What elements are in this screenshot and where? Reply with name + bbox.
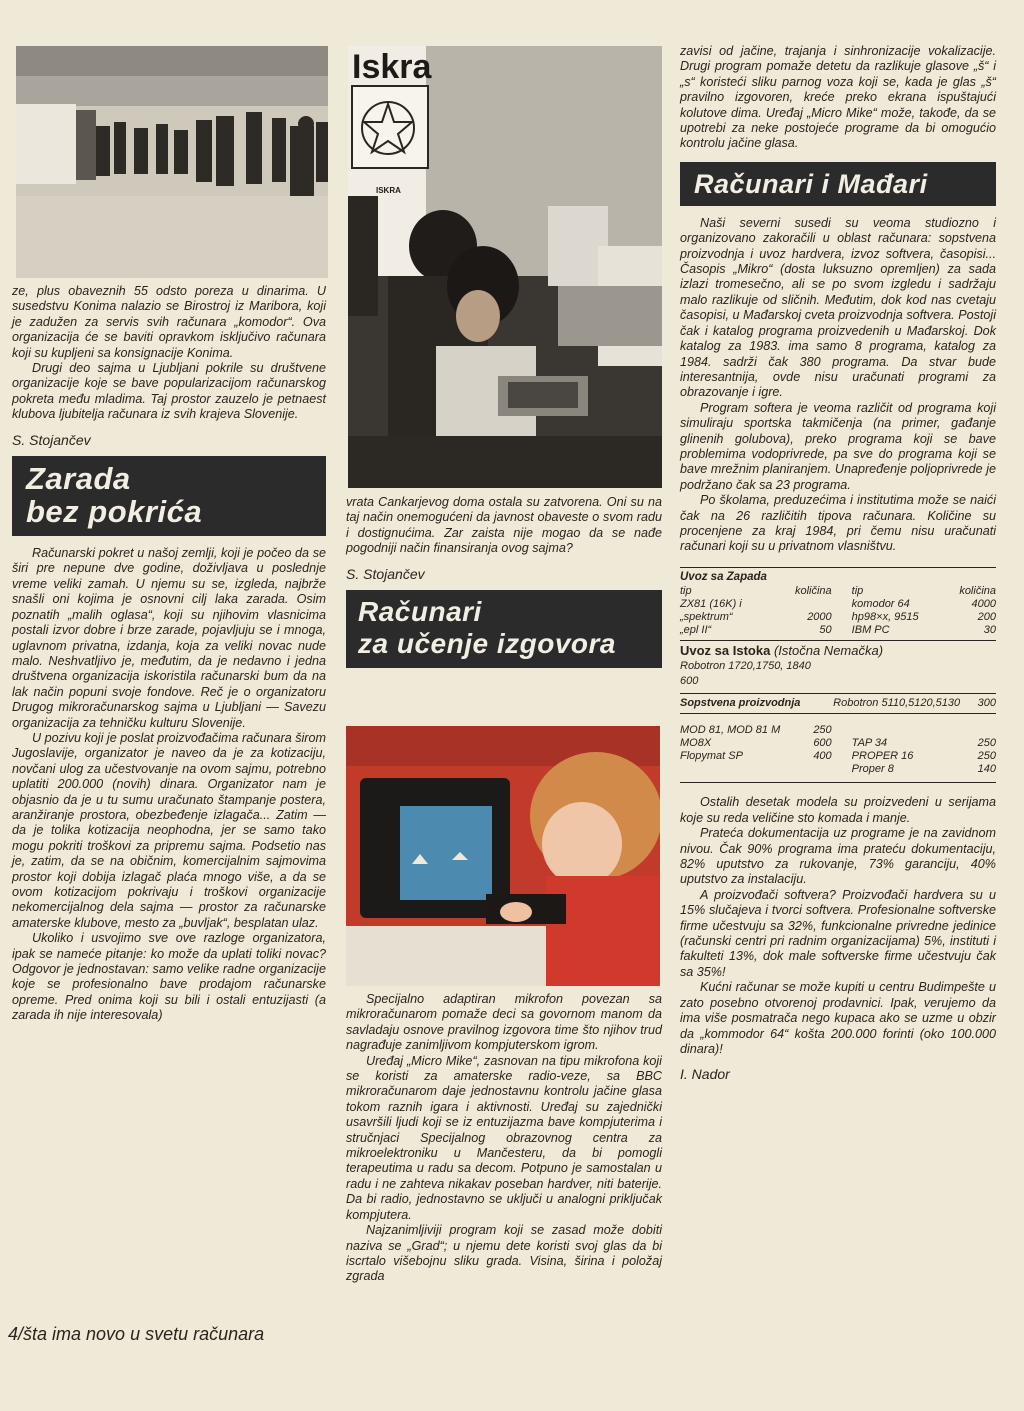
table-rule xyxy=(680,640,996,641)
table-cell xyxy=(945,724,996,737)
paragraph: Drugi deo sajma u Ljubljani pokrile su društvene organizacije koje se bave popularizacijom računarskog pokreta među mladima. Taj prostor zauzelo je petnaest klubova ljubitelja računara iz svih krajeva Slovenije. xyxy=(12,361,326,422)
table-cell: 250 xyxy=(977,750,996,763)
fair-hall-photo xyxy=(16,46,328,278)
table-cell: MOD 81, MOD 81 M xyxy=(680,724,781,737)
iskra-emblem-text: ISKRA xyxy=(376,186,401,195)
table-cell: 50 xyxy=(819,624,832,637)
table-section-title: Sopstvena proizvodnja xyxy=(680,697,801,710)
table-cell: 2000 xyxy=(807,611,832,624)
table-row: 600 xyxy=(680,675,699,687)
heading-line: za učenje izgovora xyxy=(358,628,616,660)
table-cell: komodor 64 xyxy=(851,598,910,611)
child-computer-photo xyxy=(346,726,660,986)
author-signature: I. Nador xyxy=(680,1066,730,1083)
paragraph: zavisi od jačine, trajanja i sinhronizacije vokalizacije. Drugi program pomaže detetu da razlikuje glasove „š“ i „s“ koristeći sliku parnog voza koji se, kada je glas „š“ pravilno izgovoren, kreće preko ekrana ispuštajući kolutove dima. Uređaj „Micro Mike“ može, takođe, da se upotrebi za neke postojeće programe da bi omogućio kontrolu jačine glasa. xyxy=(680,44,996,151)
table-cell: 600 xyxy=(813,737,832,750)
paragraph: ze, plus obaveznih 55 odsto poreza u dinarima. U susedstvu Konima nalazio se Birostroj iz Maribora, koji je zadužen za servis svih računara „komodor“. Ova organizacija će se baviti opravkom isključivo računara koji su kupljeni sa konsignacije Konima. xyxy=(12,284,326,360)
table-header-row xyxy=(680,585,996,598)
table-cell: tip xyxy=(851,585,864,598)
table-cell: 250 xyxy=(977,737,996,750)
table-cell: „spektrum“ xyxy=(680,611,733,624)
table-row xyxy=(680,750,996,763)
paragraph: Specijalno adaptiran mikrofon povezan sa mikroračunarom pomaže deci sa govornom manom da savladaju osnove pravilnog izgovora time što njihov trud nagrađuje zanimljivom kompjuterskom igrom. xyxy=(346,992,662,1053)
article-heading xyxy=(12,456,326,536)
table-cell: TAP 34 xyxy=(851,737,888,750)
table-row xyxy=(680,598,996,611)
table-cell xyxy=(680,763,787,776)
table-cell: MO8X xyxy=(680,737,712,750)
table-cell: ZX81 (16K) i xyxy=(680,598,742,611)
table-section-title xyxy=(680,643,996,658)
article-heading: Računari i Mađari xyxy=(680,162,996,206)
table-cell: količina xyxy=(959,585,996,598)
table-cell: Flopymat SP xyxy=(680,750,743,763)
table-rule xyxy=(680,782,996,783)
table-rule xyxy=(680,567,996,568)
paragraph: Računarski pokret u našoj zemlji, koji je počeo da se širi pre nepune dve godine, doživljava u poslednje vreme veliki zamah. U njemu su se, izgleda, najbrže snašli oni kojima je osnovni cilj laka zarada. Osim poznatih „malih oglasa“, koji su njihovim vlasnicima postali izvor dobre i brze zarade, pojavljuju se i mnoga, uglavnom privatna, izdanja, koja za veliki novac nude malo. Neshvatljivo je, međutim, da je nedavno i jedna društvena organizacija iskoristila računarski bum da na lak način popuni svoje fondove. Reč je o organizatoru Drugog mikroračunarskog sajma u Ljubljani — Savezu organizacija za tehničku kulturu Slovenije. xyxy=(12,546,326,730)
paragraph: Uređaj „Micro Mike“, zasnovan na tipu mikrofona koji se koristi za amaterske radio-veze, sa BBC mikroračunarom daje jednostavnu kontrolu jačine glasa tokom raznih igara i aktivnosti. Uređaj su zajednički usavršili ljudi koji se iz entuzijazma bave kompjuterima i stručnjaci Specijalnog obrazovnog centra za mikroelektroniku u Mančesteru, da bi pomogli terapeutima u radu sa decom. Potpuno je samostalan u radu i ne zahteva nikakav poseban hardver, niti baterije. Da bi radio, jednostavno se uključi u analogni priključak kompjutera. xyxy=(346,1053,662,1222)
column-middle xyxy=(346,495,662,678)
paragraph: Program softera je veoma različit od programa koji simuliraju sportska takmičenja (na primer, gađanje glinenih golubova), preko programa koji se bave problemima vodoprivrede, pa sve do programa koji se bave mrežnim planiranjem. Unapređenje poljoprivrede je podržano čak sa 23 programa. xyxy=(680,400,996,492)
paragraph: vrata Cankarjevog doma ostala su zatvorena. Oni su na taj način onemogućeni da javnost obaveste o svom radu i dostignućima. Zar zaista nije mogao da se nađe pogodniji način finansiranja ovog sajma? xyxy=(346,495,662,556)
table-cell: PROPER 16 xyxy=(851,750,914,763)
table-cell: Proper 8 xyxy=(851,763,894,776)
table-row xyxy=(680,624,996,637)
heading-line: bez pokrića xyxy=(26,494,203,530)
table-row xyxy=(680,763,996,776)
heading-line: Zarada xyxy=(26,461,131,497)
column-middle-lower xyxy=(346,992,662,1285)
iskra-logo-text: Iskra xyxy=(352,48,432,86)
table-cell: 30 xyxy=(983,624,996,637)
table-cell: 250 xyxy=(813,724,832,737)
table-row xyxy=(680,611,996,624)
table-row: Robotron 1720,1750, 1840 xyxy=(680,659,811,672)
table-cell xyxy=(787,763,831,776)
table-cell: 300 xyxy=(977,697,996,710)
own-production-table xyxy=(680,697,996,710)
table-row xyxy=(680,724,996,737)
own-production-models-table xyxy=(680,724,996,776)
west-import-table xyxy=(680,585,996,637)
column-left xyxy=(12,284,326,1024)
table-cell: 140 xyxy=(977,763,996,776)
author-signature: S. Stojančev xyxy=(12,431,91,448)
paragraph: A proizvođači softvera? Proizvođači hardvera su u 15% slučajeva i tvorci softvera. Profesionalne softverske firme učestvuju sa 32%, funkcionalne privredne jedinice (računski centri pri radnim organizacijama) 5%, instituti i fakulteti 13%, dok male softverske firme učestvuju čak sa 35%! xyxy=(680,887,996,979)
table-cell: IBM PC xyxy=(851,624,890,637)
table-cell: „epl II“ xyxy=(680,624,712,637)
paragraph: Po školama, preduzećima i institutima može se naići čak na 26 različitih tipova računara. Količine su procenjene za kraj 1984, pri čemu nisu uračunati računari koji su u privatnom vlasništvu. xyxy=(680,493,996,554)
table-cell xyxy=(832,724,946,737)
heading-line: Računari xyxy=(358,596,482,628)
paragraph: Najzanimljiviji program koji se zasad može dobiti naziva se „Grad“; u njemu dete koristi svoj glas da bi iscrtalo višebojnu sliku grada. Visina, širina i položaj zgrada xyxy=(346,1223,662,1284)
paragraph: Ostalih desetak modela su proizvedeni u serijama koje su reda veličine sto komada i manje. xyxy=(680,795,996,825)
paragraph: Kućni računar se može kupiti u centru Budimpešte u zato posebno otvorenoj prodavnici. Ipak, verujemo da ima više posmatrača nego kupaca ako se uzme u obzir da „kommodor 64“ košta 200.000 forinti (oko 100.000 dinara)! xyxy=(680,980,996,1056)
table-cell: količina xyxy=(794,585,832,598)
iskra-stand-photo xyxy=(348,46,662,488)
table-row xyxy=(680,737,996,750)
table-cell: Robotron 5110,5120,5130 xyxy=(833,697,961,710)
column-right xyxy=(680,44,996,1091)
table-cell: tip xyxy=(680,585,692,598)
table-cell: 200 xyxy=(977,611,996,624)
table-cell: hp98×x, 9515 xyxy=(851,611,919,624)
table-section-title: Uvoz sa Zapada xyxy=(680,570,767,583)
paragraph: U pozivu koji je poslat proizvođačima računara širom Jugoslavije, organizator je naveo da je za kotizaciju, novčani ulog za učestvovanje na ovom sajmu, potrebno uplatiti 200.000 (novih) dinara. Organizator nam je objasnio da je u tu sumu uračunato štampanje postera, aranžiranje prostora, obezbeđenje izlagača... Zatim — da je tolika kotizacija neophodna, jer se samo tako mogu pokriti troškovi za pripremu sajma. Podsetio nas je, zatim, da se na običnim, komercijalnim sajmovima prostor koji dobija izlagač plaća mnogo više, a da se ovom kotizacijom pokrivaju i troškovi organizacije nekomercijalnog dela sajma — prostor za računarske amaterske klubove, mesto za „buvljak“, besplatan ulaz. xyxy=(12,730,326,930)
paragraph: Ukoliko i usvojimo sve ove razloge organizatora, ipak se nameće pitanje: ko može da uplati toliki novac? Odgovor je jednostavan: samo velike radne organizacije koje se profesionalno bave prodajom računarske opreme. Pred onima koji su bili i ostali entuzijasti (a zarada ih nije interesovala) xyxy=(12,931,326,1023)
paragraph: Naši severni susedi su veoma studiozno i organizovano zakoračili u oblast računara: sopstvena proizvodnja i uvoz hardvera, izvoz softvera, časopisi... Časopis „Mikro“ (dosta luksuzno opremljen) za sada izlazi tromesečno, ali se po svom izgledu i sadržaju malo razlikuje od sličnih. Međutim, dok kod nas cvetaju časopisi, u Mađarskoj cveta proizvodnja softvera. Postoji čak i katalog programa proizvedenih u Mađarskoj. Dok katalog za 1983. ima samo 8 programa, katalog za 1984. sadrži čak 380 programa. Da stvar bude interesantnija, ovde nisu uračunati programi za obrazovanje i igre. xyxy=(680,215,996,400)
table-row xyxy=(680,697,996,710)
table-section-subtitle: (Istočna Nemačka) xyxy=(773,643,884,659)
page-footer: 4/šta ima novo u svetu računara xyxy=(8,1324,265,1344)
table-section-title-main: Uvoz sa Istoka xyxy=(680,643,771,659)
table-rule xyxy=(680,693,996,694)
table-cell: 400 xyxy=(813,750,832,763)
paragraph: Prateća dokumentacija uz programe je na zavidnom nivou. Čak 90% programa ima prateću dokumentaciju, 82% uputstvo za rukovanje, 73% garanciju, 40% uputstvo za instalaciju. xyxy=(680,826,996,887)
table-rule xyxy=(680,713,996,714)
table-cell: 4000 xyxy=(971,598,996,611)
author-signature: S. Stojančev xyxy=(346,565,425,582)
table-cell xyxy=(787,598,831,611)
article-heading xyxy=(346,590,662,668)
statistics-table xyxy=(680,567,996,784)
